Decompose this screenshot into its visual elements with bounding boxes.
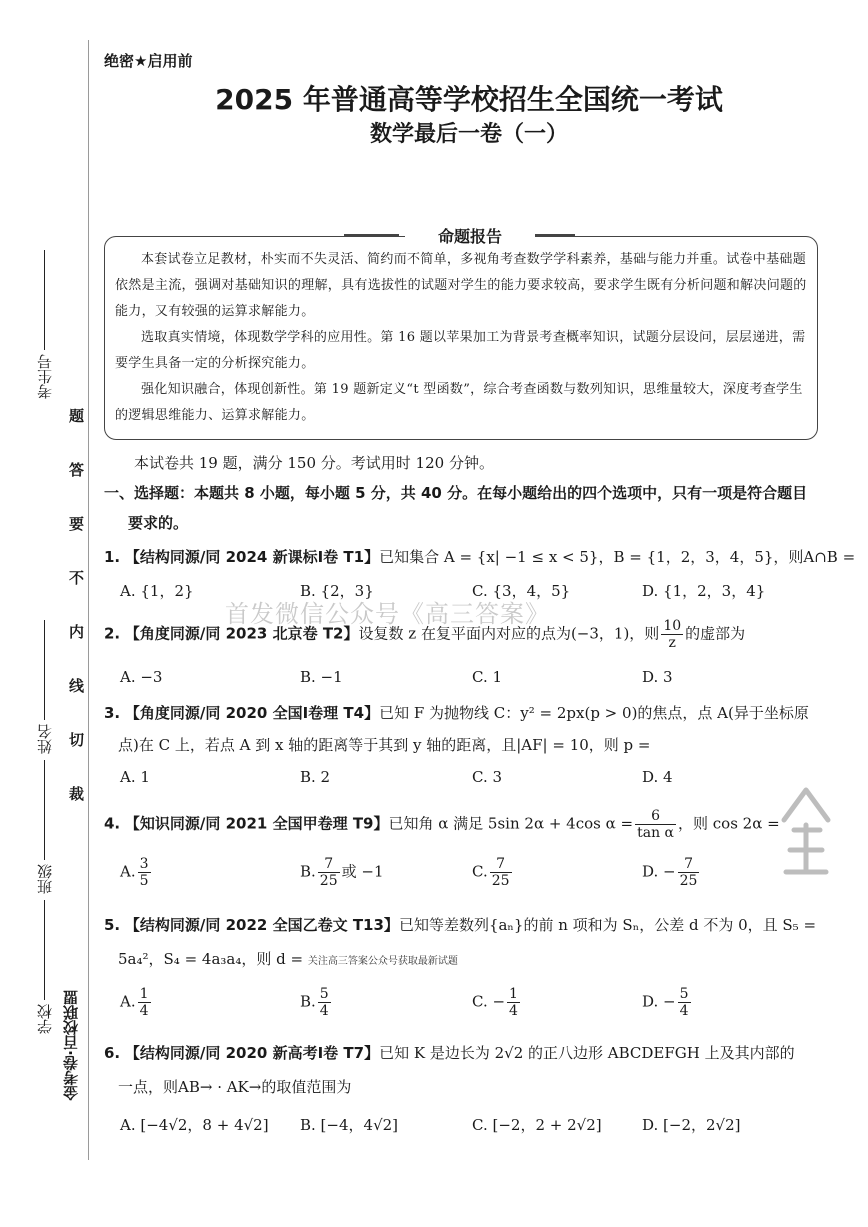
fraction: $\frac{6}{\text{tan α}}$ <box>637 808 674 841</box>
question-4: 4. 【知识同源/同 2021 全国甲卷理 T9】已知角 α 满足 5sin 2α + 4cos α = $\frac{6}{\text{tan α}}$ ，则 cos 2α = <box>104 808 780 841</box>
option-c[interactable]: C. [−2，2 + 2√2] <box>472 1116 602 1134</box>
question-3-cont: 点)在 C 上，若点 A 到 x 轴的距离等于其到 y 轴的距离，且|AF| = 10，则 p = <box>118 736 651 754</box>
report-paragraph: 本套试卷立足教材，朴实而不失灵活、简约而不简单，多视角考查数学学科素养，基础与能力并重。试卷中基础题依然是主流，强调对基础知识的理解，具有选拔性的试题对学生的能力要求较高，要求学生既有分析问题和解决问题的能力，又有较强的运算求解能力。 <box>115 252 807 319</box>
option-d[interactable]: D. 4 <box>642 768 673 786</box>
report-paragraph: 选取真实情境，体现数学学科的应用性。第 16 题以苹果加工为背景考查概率知识，试题分层设问，层层递进，需要学生具备一定的分析探究能力。 <box>115 330 806 371</box>
question-6-cont: 一点，则AB→ · AK→的取值范围为 <box>118 1078 352 1096</box>
exam-intro: 本试卷共 19 题，满分 150 分。考试用时 120 分钟。 <box>134 454 494 472</box>
name-label: 姓名 <box>34 620 55 754</box>
question-5-cont: 5a₄²，S₄ = 4a₃a₄，则 d = 关注高三答案公众号获取最新试题 <box>118 950 458 968</box>
logo-watermark-icon <box>776 780 836 880</box>
option-b[interactable]: B. $\frac{5}{4}$ <box>300 986 329 1019</box>
question-6: 6. 【结构同源/同 2020 新高考Ⅰ卷 T7】已知 K 是边长为 2√2 的正八边形 ABCDEFGH 上及其内部的 <box>104 1044 795 1062</box>
report-paragraph: 强化知识融合，体现创新性。第 19 题新定义“t 型函数”，综合考查函数与数列知识，思维量较大，深度考查学生的逻辑思维能力、运算求解能力。 <box>115 382 803 423</box>
notice-char: 答 <box>67 462 85 507</box>
section-heading: 一、选择题：本题共 8 小题，每小题 5 分，共 40 分。在每小题给出的四个选项中，只有一项是符合题目 <box>104 484 808 502</box>
question-3: 3. 【角度同源/同 2020 全国Ⅰ卷理 T4】已知 F 为抛物线 C：y² = 2px(p > 0)的焦点，点 A(异于坐标原 <box>104 704 809 722</box>
option-d[interactable]: D. − $\frac{7}{25}$ <box>642 856 698 889</box>
notice-char: 题 <box>67 408 85 453</box>
option-c[interactable]: C. 1 <box>472 668 503 686</box>
report-box <box>104 227 818 440</box>
exam-number-label: 考生号 <box>34 250 55 399</box>
option-a[interactable]: A. −3 <box>120 668 163 686</box>
fraction: $\frac{10}{z}$ <box>663 618 682 651</box>
option-b[interactable]: B. {2，3} <box>300 582 374 600</box>
notice-char: 裁 <box>67 786 85 831</box>
option-c[interactable]: C. $\frac{7}{25}$ <box>472 856 510 889</box>
notice-char: 不 <box>67 570 85 615</box>
watermark-text: 首发微信公众号《高三答案》 <box>225 600 550 628</box>
class-label: 班级 <box>34 760 55 894</box>
option-c[interactable]: C. − $\frac{1}{4}$ <box>472 986 518 1019</box>
confidential-mark: 绝密★启用前 <box>104 52 193 70</box>
option-d[interactable]: D. − $\frac{5}{4}$ <box>642 986 689 1019</box>
page-subtitle: 数学最后一卷（一） <box>369 122 568 147</box>
binding-line <box>88 40 89 1160</box>
section-heading-cont: 要求的。 <box>128 514 189 532</box>
notice-char: 线 <box>67 678 85 723</box>
page-title: 2025 年普通高等学校招生全国统一考试 <box>215 83 723 116</box>
option-b[interactable]: B. [−4，4√2] <box>300 1116 399 1134</box>
option-a[interactable]: A. [−4√2，8 + 4√2] <box>120 1116 269 1134</box>
option-a[interactable]: A. 1 <box>120 768 150 786</box>
notice-char: 切 <box>67 732 85 777</box>
brand-label: 金考卷·百校联盟 <box>62 990 80 1101</box>
option-b[interactable]: B. $\frac{7}{25}$ 或 −1 <box>300 856 384 889</box>
notice-char: 内 <box>67 624 85 669</box>
question-1: 1. 【结构同源/同 2024 新课标Ⅰ卷 T1】已知集合 A = {x| −1 ≤ x < 5}，B = {1，2，3，4，5}，则A∩B = <box>104 548 856 566</box>
report-heading: 命题报告 <box>405 224 535 247</box>
option-d[interactable]: D. [−2，2√2] <box>642 1116 741 1134</box>
option-d[interactable]: D. {1，2，3，4} <box>642 582 766 600</box>
option-d[interactable]: D. 3 <box>642 668 673 686</box>
option-a[interactable]: A. $\frac{3}{5}$ <box>120 856 149 889</box>
option-c[interactable]: C. 3 <box>472 768 503 786</box>
school-label: 学校 <box>34 900 55 1034</box>
option-a[interactable]: A. $\frac{1}{4}$ <box>120 986 149 1019</box>
watermark-small-text: 关注高三答案公众号获取最新试题 <box>307 956 458 967</box>
option-a[interactable]: A. {1，2} <box>120 582 194 600</box>
notice-char: 要 <box>67 516 85 561</box>
option-c[interactable]: C. {3，4，5} <box>472 582 571 600</box>
option-b[interactable]: B. −1 <box>300 668 343 686</box>
question-2: 2. 【角度同源/同 2023 北京卷 T2】设复数 z 在复平面内对应的点为(−3，1)，则 $\frac{10}{z}$ 的虚部为 <box>104 618 746 651</box>
question-5: 5. 【结构同源/同 2022 全国乙卷文 T13】已知等差数列{aₙ}的前 n 项和为 Sₙ，公差 d 不为 0，且 S₅ = <box>104 916 817 934</box>
option-b[interactable]: B. 2 <box>300 768 331 786</box>
